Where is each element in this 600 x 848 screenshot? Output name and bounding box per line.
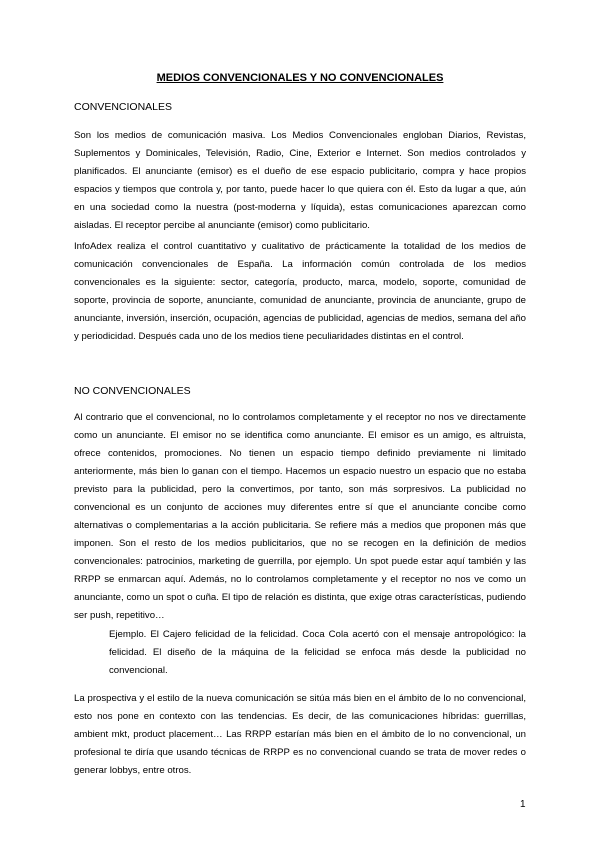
paragraph-convencionales-2: InfoAdex realiza el control cuantitativo y cualitativo de prácticamente la totalidad de los medios de comunicación convencionales de España. La información común controlada de los medios convencionales es la siguiente: sector, categoría, producto, marca, modelo, soporte, comunidad de soporte, provincia de soporte, anunciante, comunidad de anunciante, provincia de anunciante, grupo de anunciante, inversión, inserción, ocupación, agencias de publicidad, agencias de medios, semana del año y periodicidad. Después cada uno de los medios tiene peculiaridades distintas en el control. (74, 241, 526, 342)
document-title: MEDIOS CONVENCIONALES Y NO CONVENCIONALES (156, 72, 444, 84)
paragraph-no-convencionales-1: Al contrario que el convencional, no lo controlamos completamente y el receptor no nos ve directamente como un anunciante. El emisor no se identifica como anunciante. El emisor es un amigo, es altruista, ofrece contenidos, promociones. No tienen un espacio tiempo definido previamente ni limitado anteriormente, más bien lo ganan con el tiempo. Hacemos un espacio nuestro un espacio que no estaba previsto para la publicidad, pero la convertimos, por tanto, son más sorpresivos. La publicidad no convencional es un conjunto de acciones muy diferentes entre sí que el anunciante concibe como alternativas o complementarias a la acción publicitaria. Se refiere más a medios que proponen más que imponen. Son el resto de los medios publicitarios, que no se recogen en la definición de medios convencionales: patrocinios, marketing de guerrilla, por ejemplo. Un spot puede estar aquí también y las RRPP se enmarcan aquí. Además, no lo controlamos completamente y el receptor no nos ve como un anunciante, como un spot o cuña. El tipo de relación es distinta, que exige otras características, pudiendo ser push, repetitivo… (74, 412, 526, 621)
section-heading-convencionales: CONVENCIONALES (74, 101, 173, 113)
section-heading-no-convencionales: NO CONVENCIONALES (74, 385, 191, 397)
paragraph-convencionales-1: Son los medios de comunicación masiva. Los Medios Convencionales engloban Diarios, Revistas, Suplementos y Dominicales, Televisión, Radio, Cine, Exterior e Internet. Son medios controlados y planificados. El anunciante (emisor) es el dueño de ese espacio publicitario, compra y hace propios espacios y tiempos que controla y, por tanto, puede hacer lo que quiera con él. Esto da lugar a que, aún en una sociedad como la nuestra (post-moderna y líquida), estas comunicaciones aparezcan como aisladas. El receptor percibe al anunciante (emisor) como publicitario. (74, 130, 526, 231)
example-quote: Ejemplo. El Cajero felicidad de la felicidad. Coca Cola acertó con el mensaje antropológico: la felicidad. El diseño de la máquina de la felicidad se enfoca más desde la publicidad no convencional. (109, 629, 526, 676)
page-number: 1 (520, 799, 526, 810)
paragraph-no-convencionales-2: La prospectiva y el estilo de la nueva comunicación se sitúa más bien en el ámbito de lo no convencional, esto nos pone en contexto con las tendencias. Es decir, de las comunicaciones híbridas: guerrillas, ambient mkt, product placement… Las RRPP estarían más bien en el ámbito de lo no convencional, un profesional te diría que usando técnicas de RRPP es no convencional cuando se trata de mover redes o generar lobbys, entre otros. (74, 693, 526, 776)
